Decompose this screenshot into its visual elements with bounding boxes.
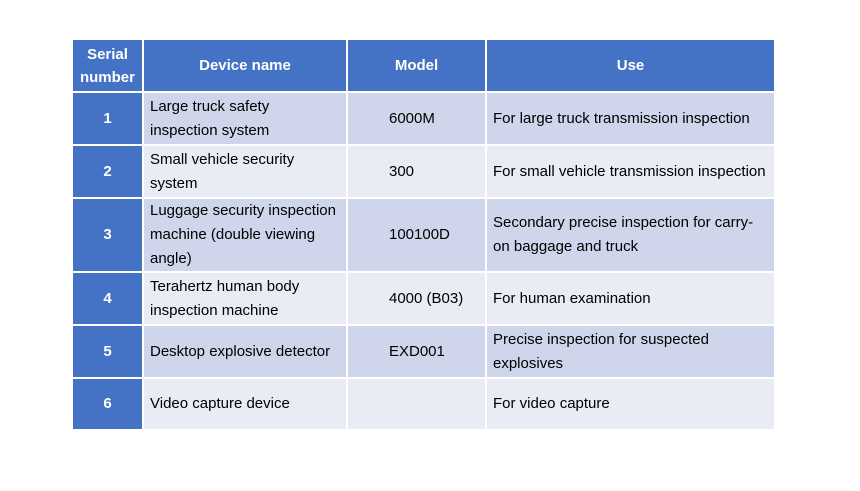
model-cell bbox=[347, 378, 486, 430]
table-header-row bbox=[72, 39, 775, 92]
use-cell: For video capture bbox=[486, 378, 775, 430]
table-row bbox=[72, 378, 775, 430]
use-cell: Secondary precise inspection for carry-on baggage and truck bbox=[486, 198, 775, 272]
device-name-cell: Luggage security inspection machine (double viewing angle) bbox=[143, 198, 347, 272]
use-cell: For human examination bbox=[486, 272, 775, 325]
serial-cell: 4 bbox=[72, 272, 143, 325]
model-cell: 100100D bbox=[347, 198, 486, 272]
device-name-cell: Large truck safety inspection system bbox=[143, 92, 347, 145]
header-device-name: Device name bbox=[143, 39, 347, 92]
table-row bbox=[72, 92, 775, 145]
serial-cell: 5 bbox=[72, 325, 143, 378]
table-row bbox=[72, 145, 775, 198]
header-serial-number: Serial number bbox=[72, 39, 143, 92]
model-cell: 4000 (B03) bbox=[347, 272, 486, 325]
serial-cell: 2 bbox=[72, 145, 143, 198]
table-row bbox=[72, 198, 775, 272]
serial-cell: 1 bbox=[72, 92, 143, 145]
table-row bbox=[72, 325, 775, 378]
header-model: Model bbox=[347, 39, 486, 92]
device-name-cell: Small vehicle security system bbox=[143, 145, 347, 198]
header-use: Use bbox=[486, 39, 775, 92]
use-cell: For small vehicle transmission inspection bbox=[486, 145, 775, 198]
model-cell: 300 bbox=[347, 145, 486, 198]
use-cell: For large truck transmission inspection bbox=[486, 92, 775, 145]
model-cell: 6000M bbox=[347, 92, 486, 145]
equipment-table bbox=[71, 38, 776, 431]
use-cell: Precise inspection for suspected explosives bbox=[486, 325, 775, 378]
device-name-cell: Desktop explosive detector bbox=[143, 325, 347, 378]
table-row bbox=[72, 272, 775, 325]
serial-cell: 3 bbox=[72, 198, 143, 272]
device-name-cell: Terahertz human body inspection machine bbox=[143, 272, 347, 325]
model-cell: EXD001 bbox=[347, 325, 486, 378]
serial-cell: 6 bbox=[72, 378, 143, 430]
device-name-cell: Video capture device bbox=[143, 378, 347, 430]
